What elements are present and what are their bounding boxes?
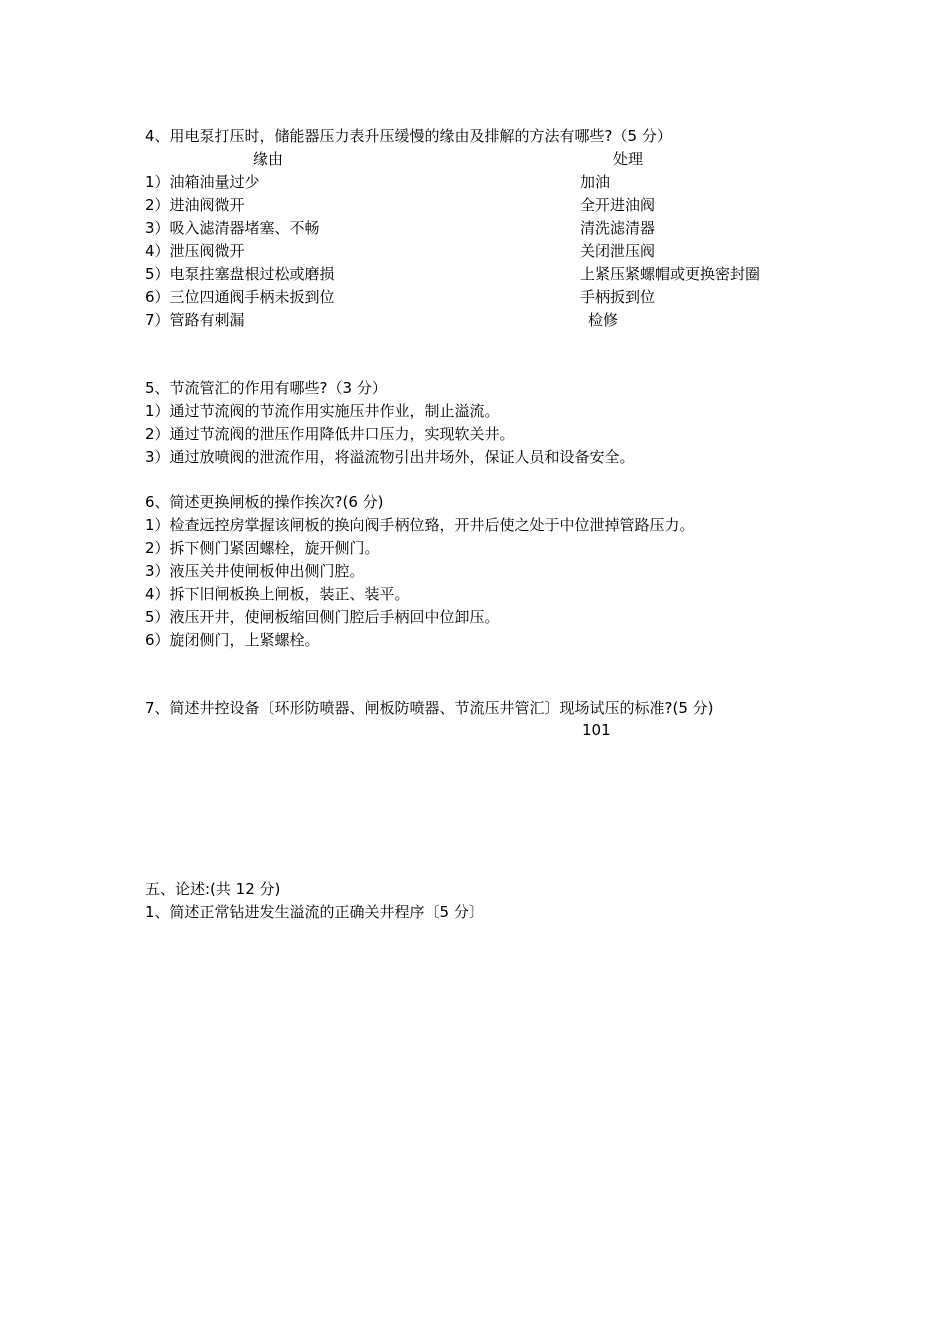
- q4-row-cause: 6）三位四通阀手柄未扳到位: [145, 288, 335, 306]
- q7-title: 7、简述井控设备〔环形防喷器、闸板防喷器、节流压井管汇〕现场试压的标准?(5 分): [145, 699, 714, 717]
- q5-item: 1）通过节流阀的节流作用实施压井作业，制止溢流。: [145, 402, 500, 420]
- q6-item: 4）拆下旧闸板换上闸板，装正、装平。: [145, 585, 410, 603]
- q4-header-fix: 处理: [613, 150, 644, 168]
- q4-row-cause: 3）吸入滤清器堵塞、不畅: [145, 219, 320, 237]
- q4-row: [145, 195, 805, 215]
- q4-row-fix: 关闭泄压阀: [580, 242, 656, 260]
- q4-row: [145, 241, 805, 261]
- q6-item: 2）拆下侧门紧固螺栓，旋开侧门。: [145, 539, 380, 557]
- q4-row-fix: 手柄扳到位: [580, 288, 656, 306]
- q4-row-cause: 1）油箱油量过少: [145, 173, 260, 191]
- q4-row: [145, 310, 805, 330]
- q4-row-fix: 清洗滤清器: [580, 219, 656, 237]
- page-number: 101: [582, 721, 611, 739]
- q6-title: 6、简述更换闸板的操作挨次?(6 分): [145, 493, 384, 511]
- q4-row-fix: 上紧压紧螺帽或更换密封圈: [580, 265, 761, 283]
- q4-row-fix: 加油: [580, 173, 611, 191]
- q4-title: 4、用电泵打压时，储能器压力表升压缓慢的缘由及排解的方法有哪些?（5 分）: [145, 127, 672, 145]
- q4-header-cause: 缘由: [253, 150, 284, 168]
- q4-row-cause: 5）电泵拄塞盘根过松或磨损: [145, 265, 335, 283]
- q4-row: [145, 218, 805, 238]
- q6-item: 5）液压开井，使闸板缩回侧门腔后手柄回中位卸压。: [145, 608, 500, 626]
- q4-row-fix: 检修: [588, 311, 619, 329]
- section5-title: 五、论述:(共 12 分): [145, 880, 281, 898]
- q4-row-cause: 7）管路有刺漏: [145, 311, 245, 329]
- q5-item: 2）通过节流阀的泄压作用降低井口压力，实现软关井。: [145, 425, 515, 443]
- q4-row: [145, 172, 805, 192]
- q4-row: [145, 264, 805, 284]
- q5-title: 5、节流管汇的作用有哪些?（3 分）: [145, 379, 387, 397]
- q4-row: [145, 287, 805, 307]
- q4-row-cause: 4）泄压阀微开: [145, 242, 245, 260]
- q6-item: 3）液压关井使闸板伸出侧门腔。: [145, 562, 365, 580]
- q4-row-cause: 2）进油阀微开: [145, 196, 245, 214]
- q4-row-fix: 全开进油阀: [580, 196, 656, 214]
- section5-q1: 1、简述正常钻进发生溢流的正确关井程序〔5 分〕: [145, 903, 484, 921]
- q5-item: 3）通过放喷阀的泄流作用，将溢流物引出井场外，保证人员和设备安全。: [145, 448, 635, 466]
- q6-item: 1）检查远控房掌握该闸板的换向阀手柄位臵，开井后使之处于中位泄掉管路压力。: [145, 516, 695, 534]
- q6-item: 6）旋闭侧门，上紧螺栓。: [145, 631, 320, 649]
